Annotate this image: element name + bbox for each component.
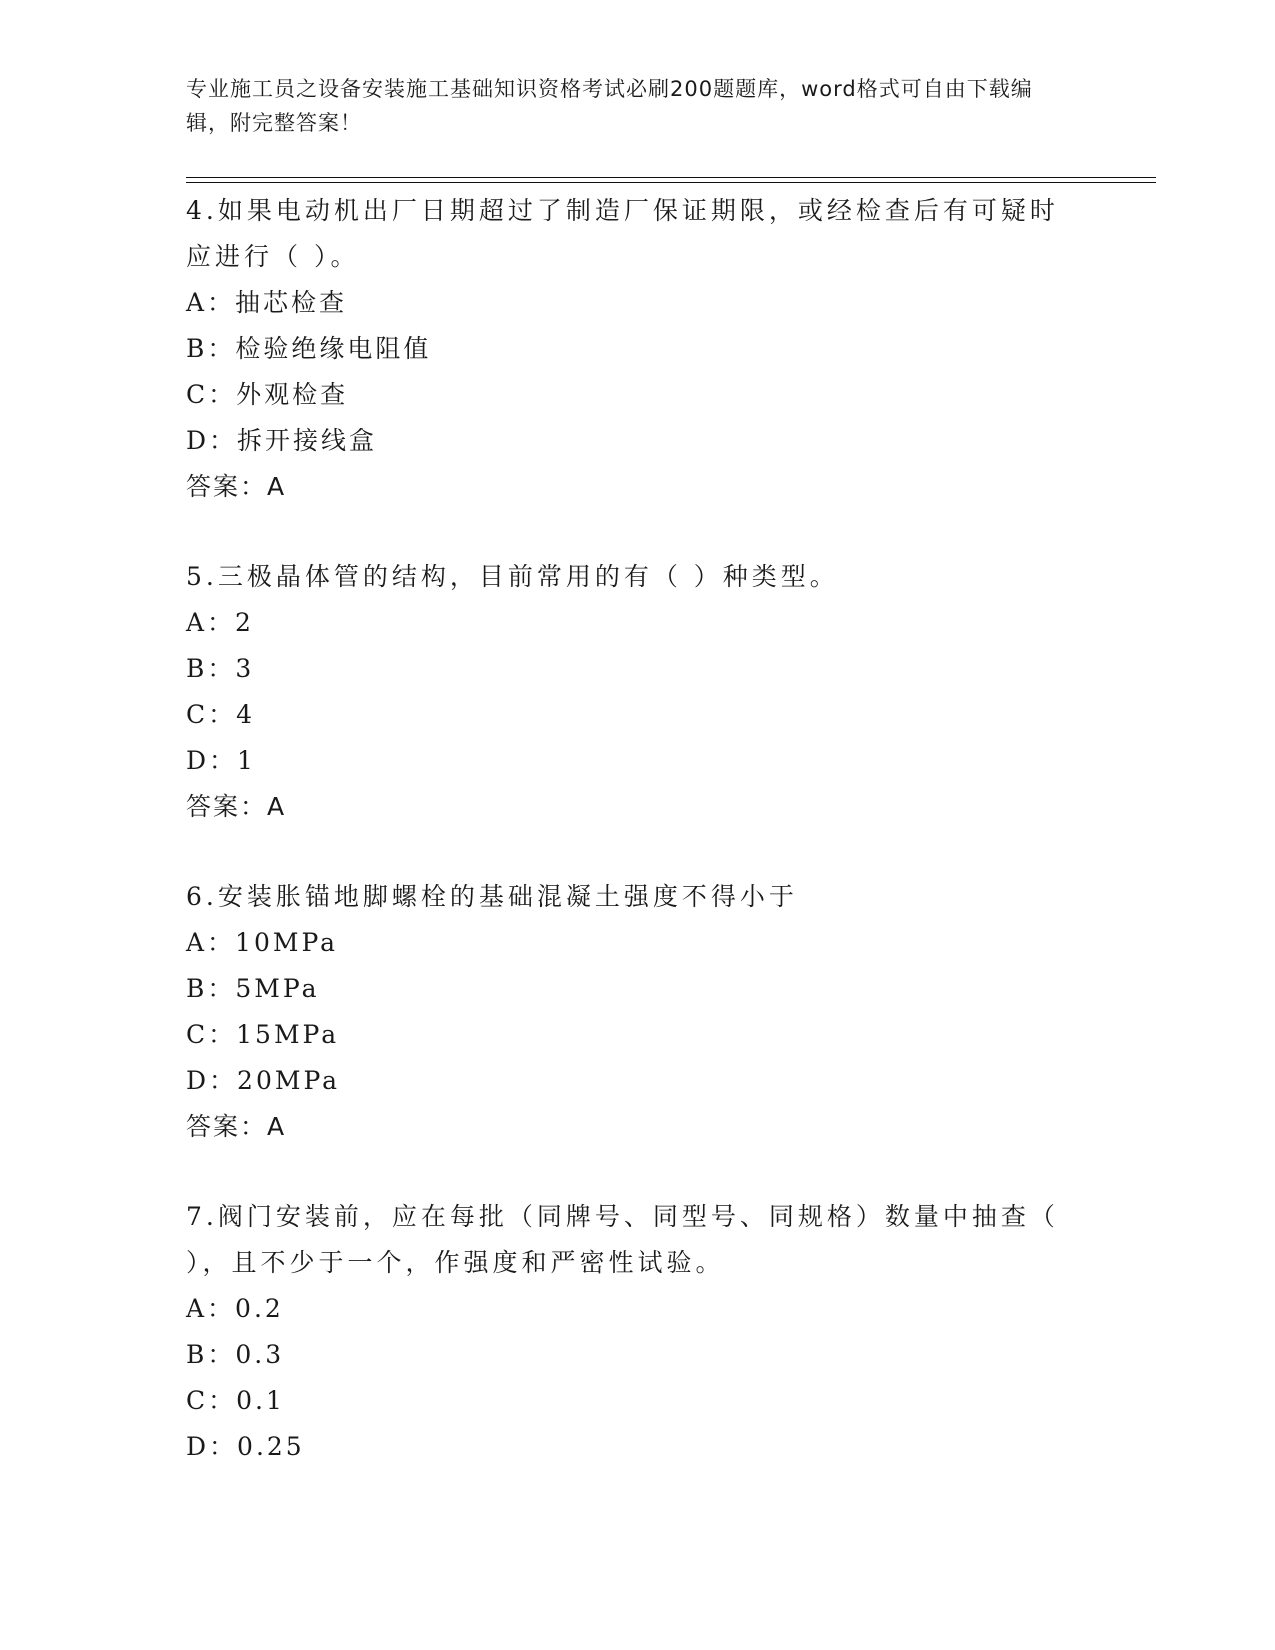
option-c: C：4 xyxy=(186,700,256,729)
title-divider-bottom xyxy=(186,182,1156,183)
option-d: D：拆开接线盒 xyxy=(186,426,378,455)
question-4 xyxy=(186,188,1086,510)
option-b: B：0.3 xyxy=(186,1340,285,1369)
question-stem: 7.阀门安装前，应在每批（同牌号、同型号、同规格）数量中抽查（ ），且不少于一个，作强度和严密性试验。 xyxy=(186,1202,1059,1277)
answer-label: 答案：A xyxy=(186,1112,287,1141)
option-a: A：2 xyxy=(186,608,254,637)
option-a: A：0.2 xyxy=(186,1294,284,1323)
option-b: B：3 xyxy=(186,654,255,683)
option-b: B：5MPa xyxy=(186,974,320,1003)
option-c: C：外观检查 xyxy=(186,380,349,409)
option-a: A：抽芯检查 xyxy=(186,288,348,317)
question-5 xyxy=(186,554,1086,830)
answer-label: 答案：A xyxy=(186,792,287,821)
option-b: B：检验绝缘电阻值 xyxy=(186,334,432,363)
question-stem: 4.如果电动机出厂日期超过了制造厂保证期限，或经检查后有可疑时应进行（ ）。 xyxy=(186,196,1059,271)
title-divider-top xyxy=(186,177,1156,178)
question-7 xyxy=(186,1194,1086,1470)
option-d: D：20MPa xyxy=(186,1066,341,1095)
question-list xyxy=(186,188,1086,1470)
option-d: D：1 xyxy=(186,746,256,775)
answer-label: 答案：A xyxy=(186,472,287,501)
option-d: D：0.25 xyxy=(186,1432,305,1461)
option-a: A：10MPa xyxy=(186,928,339,957)
document-title: 专业施工员之设备安装施工基础知识资格考试必刷200题题库，word格式可自由下载编辑，附完整答案！ xyxy=(186,77,1033,135)
question-stem: 6.安装胀锚地脚螺栓的基础混凝土强度不得小于 xyxy=(186,882,798,911)
question-stem: 5.三极晶体管的结构，目前常用的有（ ）种类型。 xyxy=(186,562,839,591)
option-c: C：15MPa xyxy=(186,1020,340,1049)
question-6 xyxy=(186,874,1086,1150)
option-c: C：0.1 xyxy=(186,1386,285,1415)
